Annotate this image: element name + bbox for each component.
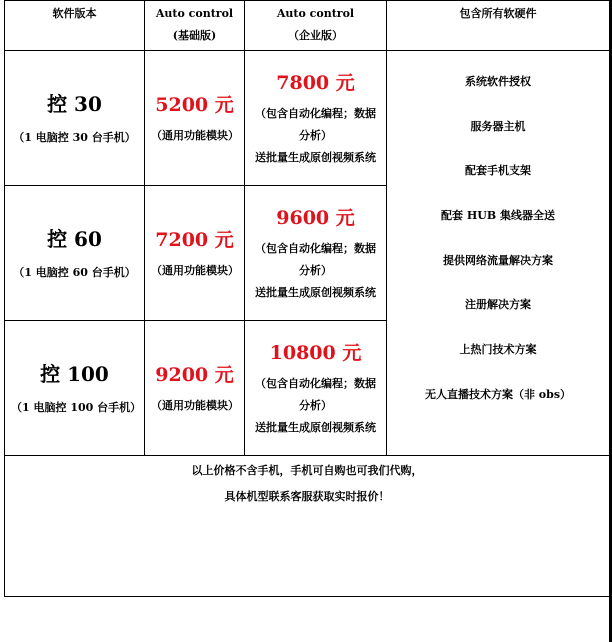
enterprise-bonus: 送批量生成原创视频系统	[255, 285, 376, 299]
basic-desc: （通用功能模块）	[151, 263, 239, 277]
footer-row	[5, 456, 610, 597]
enterprise-desc: （包含自动化编程；数据分析）	[255, 241, 376, 277]
header-includes	[387, 1, 610, 51]
enterprise-price-cell	[245, 51, 387, 186]
tier-cell	[5, 51, 145, 186]
includes-list	[387, 51, 609, 429]
header-row	[5, 1, 610, 51]
include-item: 注册解决方案	[465, 298, 531, 312]
header-basic-title: Auto control	[155, 7, 234, 20]
header-enterprise-title: Auto control	[276, 7, 355, 20]
include-item: 上热门技术方案	[459, 343, 537, 357]
tier-cell	[5, 186, 145, 321]
tier-subtitle: （1 电脑控 100 台手机）	[11, 400, 142, 414]
footer-note-line1: 以上价格不含手机，手机可自购也可我们代购，	[191, 464, 423, 477]
include-item: 提供网络流量解决方案	[443, 253, 553, 267]
enterprise-bonus: 送批量生成原创视频系统	[255, 420, 376, 434]
includes-cell	[387, 51, 610, 456]
tier-name: 控 30	[47, 91, 102, 116]
tier-row-30	[5, 51, 610, 186]
tier-name: 控 60	[47, 226, 102, 251]
include-item: 配套手机支架	[465, 164, 531, 178]
basic-price-cell	[145, 321, 245, 456]
include-item: 服务器主机	[470, 119, 526, 133]
enterprise-price-cell	[245, 321, 387, 456]
include-item: 配套 HUB 集线器全送	[441, 209, 555, 223]
header-basic-edition	[145, 1, 245, 51]
enterprise-desc: （包含自动化编程；数据分析）	[255, 376, 376, 412]
tier-subtitle: （1 电脑控 30 台手机）	[13, 130, 136, 144]
basic-price: 7200 元	[155, 228, 234, 251]
header-enterprise-subtitle: （企业版）	[288, 29, 343, 42]
include-item: 系统软件授权	[465, 75, 531, 88]
header-software-version-label: 软件版本	[52, 7, 97, 20]
footer-note-line2: 具体机型联系客服获取实时报价！	[224, 490, 390, 503]
tier-name: 控 100	[40, 361, 109, 386]
enterprise-price: 10800 元	[269, 341, 362, 364]
header-software-version	[5, 1, 145, 51]
tier-cell	[5, 321, 145, 456]
footer-note-cell	[5, 456, 610, 597]
basic-price: 5200 元	[155, 93, 234, 116]
header-basic-subtitle: (基础版)	[172, 29, 217, 42]
enterprise-bonus: 送批量生成原创视频系统	[255, 150, 376, 164]
enterprise-price: 9600 元	[276, 206, 355, 229]
header-includes-label: 包含所有软硬件	[459, 7, 537, 20]
header-enterprise-edition	[245, 1, 387, 51]
basic-desc: （通用功能模块）	[151, 128, 239, 142]
include-item: 无人直播技术方案（非 obs）	[424, 387, 572, 401]
pricing-table	[4, 0, 610, 597]
enterprise-price: 7800 元	[276, 71, 355, 94]
basic-price: 9200 元	[155, 363, 234, 386]
tier-subtitle: （1 电脑控 60 台手机）	[13, 265, 136, 279]
basic-desc: （通用功能模块）	[151, 398, 239, 412]
basic-price-cell	[145, 186, 245, 321]
enterprise-desc: （包含自动化编程；数据分析）	[255, 106, 376, 142]
enterprise-price-cell	[245, 186, 387, 321]
basic-price-cell	[145, 51, 245, 186]
